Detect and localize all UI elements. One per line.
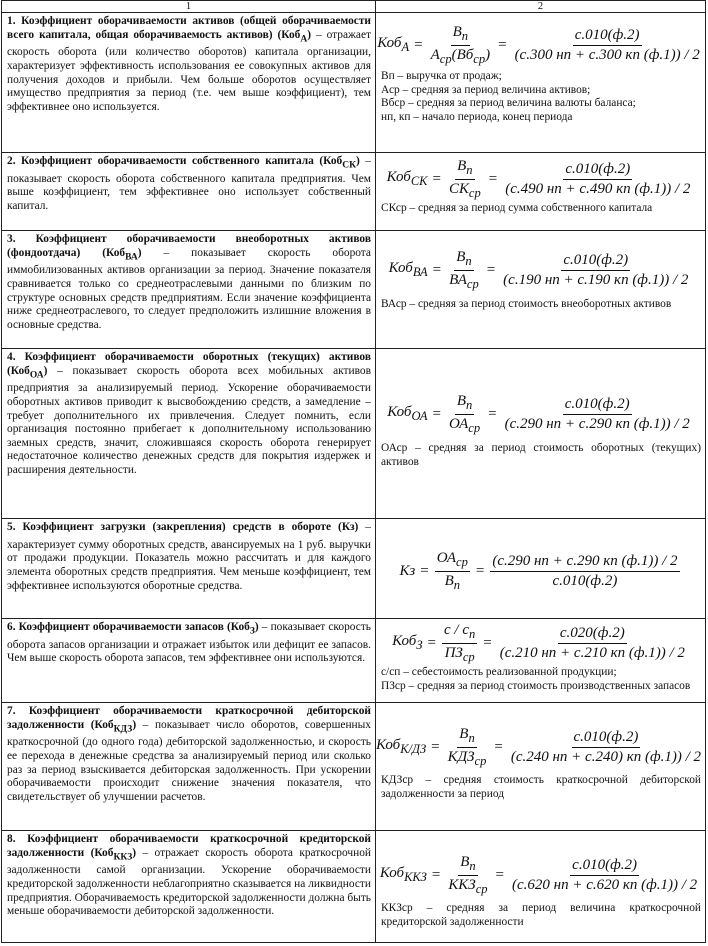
table-header-row xyxy=(2,1,706,13)
coef-title-end: ) xyxy=(132,718,137,731)
formula-n1: с / с xyxy=(444,621,469,638)
formula-d1: В xyxy=(444,572,454,589)
formula-n1: В xyxy=(460,853,470,870)
description-cell xyxy=(2,13,376,153)
formula-lhs-sub: К/ДЗ xyxy=(400,742,427,756)
notes xyxy=(381,666,701,693)
formula-num: с.010(ф.2) xyxy=(563,161,632,180)
formula-lhs-sub: СК xyxy=(410,174,428,188)
description-cell xyxy=(2,231,376,349)
formula-lhs-sub: ККЗ xyxy=(404,870,427,884)
notes xyxy=(381,70,701,124)
description-cell xyxy=(2,703,376,831)
notes xyxy=(381,298,701,312)
note-line: Вп – выручка от продаж; xyxy=(381,70,502,82)
coef-title-sub: ОА xyxy=(29,369,44,380)
formula-d1: ККЗ xyxy=(448,876,476,893)
formula-cell xyxy=(376,231,706,349)
coef-title: 6. Коэффициент оборачиваемости запасов (Коб xyxy=(7,621,250,633)
table-row xyxy=(2,13,706,153)
formula-num: с.010(ф.2) xyxy=(563,396,632,415)
formula-den: (с.210 нп + с.210 кп (ф.1)) / 2 xyxy=(499,644,685,661)
formula-d1: КДЗ xyxy=(447,748,475,765)
formula-d1-sub: ср xyxy=(462,649,475,664)
table-row xyxy=(2,831,706,943)
coef-body: – отражает скорость оборота (или количество оборотов) капитала организации, характеризует эффективность использования ее совокупных активов для получения доходов и прибыли. Чем больше оборотов осуществляет имущество предприятия за период (т.е. чем выше коэффициент), тем эффективнее оно используется. xyxy=(7,28,371,113)
formula-n1-sub: п xyxy=(469,858,476,873)
coef-title: 8. Коэффициент оборачиваемости краткосрочной кредиторской задолженности (Коб xyxy=(7,833,371,859)
formula-d1: СК xyxy=(448,180,469,197)
formula-cell xyxy=(376,619,706,703)
coef-title-end: ) xyxy=(43,364,48,377)
coef-title: 3. Коэффициент оборачиваемости внеоборотных активов (фондоотдача) (Коб xyxy=(7,233,371,259)
formula: Коб$_{ККЗ}$ = $\frac{В_п}{ККЗ_{ср}}$ = $\frac{с.010(ф.2)}{(с.620 нп + с.620 кп (ф.1)) / 2}$ xyxy=(379,853,698,896)
table-row xyxy=(2,349,706,519)
coef-title: 2. Коэффициент оборачиваемости собственного капитала (Коб xyxy=(7,155,343,167)
coef-title-sub: ККЗ xyxy=(113,851,133,862)
formula-lhs: Коб xyxy=(388,260,413,276)
formula-lhs: Коб xyxy=(379,865,405,881)
formula-d1: ОА xyxy=(449,415,469,432)
table-row xyxy=(2,153,706,231)
formula-d1-sub: ср xyxy=(439,51,452,66)
formula-lhs: Коб xyxy=(377,35,402,51)
formula-cell xyxy=(376,703,706,831)
formula: Коб$_З$ = $\frac{с / с_п}{ПЗ_{ср}}$ = $\frac{с.020(ф.2)}{(с.210 нп + с.210 кп (ф.1)) / 2}$ xyxy=(392,621,685,664)
formula-n1-sub: п xyxy=(468,730,475,745)
formula-den: с.010(ф.2) xyxy=(552,572,618,589)
description-cell xyxy=(2,619,376,703)
coef-title-sub: З xyxy=(249,626,255,637)
formula-lhs-sub: З xyxy=(416,638,423,652)
formula-n1-sub: п xyxy=(461,28,469,43)
formula: Коб$_{СК}$ = $\frac{В_п}{СК_{ср}}$ = $\frac{с.010(ф.2)}{(с.490 нп + с.490 кп (ф.1)) / 2}$ xyxy=(386,157,691,200)
formula-lhs-sub: А xyxy=(401,40,410,54)
formula-n1: ОА xyxy=(436,549,457,566)
notes xyxy=(381,774,701,801)
formula-d1-extra-sub: ср xyxy=(473,51,486,66)
formula: Коб$_{ОА}$ = $\frac{В_п}{ОА_{ср}}$ = $\frac{с.010(ф.2)}{(с.290 нп + с.290 кп (ф.1)) / 2}$ xyxy=(387,392,690,435)
coef-title-sub: КДЗ xyxy=(113,723,133,734)
coef-body: – показывает скорость оборота запасов организации и отражает избыток или дефицит ее запасов. Чем выше скорость оборота запасов, тем эффективнее они используются. xyxy=(7,621,371,665)
coef-title-end: ) xyxy=(137,246,142,259)
coef-title: 7. Коэффициент оборачиваемости краткосрочной дебиторской задолженности (Коб xyxy=(7,705,371,731)
formula-n1-sub: ср xyxy=(456,554,468,569)
table-row xyxy=(2,619,706,703)
notes xyxy=(381,442,701,469)
coef-title: 4. Коэффициент оборачиваемости оборотных (текущих) активов (Коб xyxy=(7,351,371,377)
note-line: Аср – средняя за период величина активов; xyxy=(381,83,591,96)
coef-body: – показывает число оборотов, совершенных краткосрочной (до одного года) дебиторской задолженностью, и скорость ее перехода в денежные средства за анализируемый период или сколько раз за период взыскивается дебиторская задолженность. При ускорении оборачиваемости происходит снижение значения показателя, что свидетельствует об улучшении расчетов. xyxy=(7,718,371,803)
formula-d1-close: ) xyxy=(485,46,491,63)
table-row xyxy=(2,231,706,349)
coef-body: – показывает скорость оборота иммобилизованных активов организации за период. Значение показателя сравнивается только со среднеотраслевыми данными по близким по структуре основных средств предприятиям. Если значение коэффициента ниже среднеотраслевого, то следует предположить излишние вложения в основные средства. xyxy=(7,246,371,331)
formula-num: с.020(ф.2) xyxy=(558,625,627,644)
table-row xyxy=(2,519,706,619)
formula: Коб$_{ВА}$ = $\frac{В_п}{ВА_{ср}}$ = $\frac{с.010(ф.2)}{(с.190 нп + с.190 кп (ф.1)) / 2}$ xyxy=(388,248,689,291)
formula-lhs: Коб xyxy=(386,169,411,185)
formula-lhs: Коб xyxy=(375,737,401,753)
coef-title-end: ) xyxy=(356,155,360,167)
coef-title-sub: ВА xyxy=(125,251,138,262)
formula-n1-sub: п xyxy=(466,162,473,177)
note-line: ВАср – средняя за период стоимость внеоборотных активов xyxy=(381,298,672,310)
formula-n1-sub: п xyxy=(466,397,473,412)
formula: Коб$_{К/ДЗ}$ = $\frac{В_п}{КДЗ_{ср}}$ = $\frac{с.010(ф.2)}{(с.240 нп + с.240) кп (ф.1)) / 2}$ xyxy=(375,725,702,768)
coef-title: 5. Коэффициент загрузки (закрепления) средств в обороте (Кз) xyxy=(7,521,359,533)
note-line: КДЗср – средняя стоимость краткосрочной дебиторской задолженности за период xyxy=(381,774,701,800)
formula-d1: ВА xyxy=(449,271,467,288)
formula-n1-sub: п xyxy=(468,626,476,641)
coef-body: – характеризует сумму оборотных средств, авансируемых на 1 руб. выручки от продажи продукции. Показатель можно рассчитать и для каждого элемента оборотных средств предприятия. Чем меньше коэффициент, тем эффективнее используются оборотные средства. xyxy=(7,521,371,592)
note-line: Вбср – средняя за период величина валюты баланса; xyxy=(381,97,636,110)
note-line: ПЗср – средняя за период стоимость производственных запасов xyxy=(381,679,691,692)
coefficients-table xyxy=(1,0,706,943)
formula-lhs-sub: ОА xyxy=(411,409,428,423)
note-line: ККЗср – средняя за период величина краткосрочной кредиторской задолженности xyxy=(381,902,701,928)
description-cell xyxy=(2,153,376,231)
formula-cell xyxy=(376,13,706,153)
description-cell xyxy=(2,831,376,943)
description-cell xyxy=(2,519,376,619)
formula-cell xyxy=(376,519,706,619)
formula-n1-sub: п xyxy=(465,253,472,268)
notes xyxy=(381,202,701,216)
formula-d1: ПЗ xyxy=(444,644,463,661)
formula-den: (с.240 нп + с.240) кп (ф.1)) / 2 xyxy=(510,748,702,765)
formula: Коб$_А$ = $\frac{В_п}{А_{ср}(Вб_{ср})}$ = $\frac{с.010(ф.2)}{(с.300 нп + с.300 кп (ф.1)) / 2}$ xyxy=(377,23,700,66)
notes xyxy=(381,902,701,929)
formula-n1: В xyxy=(452,23,462,40)
formula-num: (с.290 нп + с.290 кп (ф.1)) / 2 xyxy=(490,553,679,572)
note-line: нп, кп – начало периода, конец периода xyxy=(381,110,573,123)
formula-d1-sub: ср xyxy=(475,881,488,896)
coef-title-end: ) xyxy=(307,28,312,41)
formula-d1-sub: ср xyxy=(466,276,479,291)
formula-lhs: Коб xyxy=(392,633,417,649)
formula-den: (с.490 нп + с.490 кп (ф.1)) / 2 xyxy=(505,180,691,197)
coef-body: – показывает скорость оборота всех мобильных активов предприятия за анализируемый период. Ускорение оборачиваемости оборотных активов приводит к высвобождению средств, а замедление – требует дополнительного их привлечения. Следует помнить, если организация постоянно прибегает к дополнительному использованию заемных средств, значит, сложившаяся скорость оборота генерирует недостаточное количество денежных средств для покрытия издержек и расширения деятельности. xyxy=(7,364,371,477)
note-line: СКср – средняя за период сумма собственного капитала xyxy=(381,202,653,214)
formula-num: с.010(ф.2) xyxy=(561,252,630,271)
coef-title: 1. Коэффициент оборачиваемости активов (общей оборачиваемости всего капитала, общая оборачиваемость активов) (Коб xyxy=(7,15,371,41)
formula-n1: В xyxy=(457,157,467,174)
formula-num: с.010(ф.2) xyxy=(573,27,642,46)
formula-den: (с.620 нп + с.620 кп (ф.1)) / 2 xyxy=(511,876,698,893)
note-line: с/сп – себестоимость реализованной продукции; xyxy=(381,666,617,678)
formula-den: (с.300 нп + с.300 кп (ф.1)) / 2 xyxy=(514,46,700,63)
formula-num: с.010(ф.2) xyxy=(572,729,641,748)
formula-cell xyxy=(376,349,706,519)
formula: Кз = $\frac{ОА_{ср}}{В_п}$ = $\frac{(с.290 нп + с.290 кп (ф.1)) / 2}{с.010(ф.2)}$ xyxy=(399,549,678,592)
header-col-1: 1 xyxy=(2,1,376,13)
formula-cell xyxy=(376,153,706,231)
description-cell xyxy=(2,349,376,519)
formula-den: (с.290 нп + с.290 кп (ф.1)) / 2 xyxy=(504,415,690,432)
formula-num: с.010(ф.2) xyxy=(570,857,639,876)
formula-d1-sub: п xyxy=(453,577,461,592)
formula-d1: А xyxy=(430,46,440,63)
formula-lhs: Кз xyxy=(399,562,416,579)
formula-cell xyxy=(376,831,706,943)
coef-title-end: ) xyxy=(132,846,137,859)
formula-d1-extra: (Вб xyxy=(451,46,474,63)
coef-body: – показывает скорость оборота собственного капитала предприятия. Чем выше коэффициент, тем эффективнее оно использует собственный капитал. xyxy=(7,155,371,213)
coef-title-end: ) xyxy=(254,621,259,633)
formula-n1: В xyxy=(459,725,469,742)
note-line: ОАср – средняя за период стоимость оборотных (текущих) активов xyxy=(381,442,701,468)
table-row xyxy=(2,703,706,831)
formula-lhs-sub: ВА xyxy=(412,265,428,279)
formula-n1: В xyxy=(456,248,466,265)
formula-n1: В xyxy=(456,392,467,409)
formula-d1-sub: ср xyxy=(474,753,487,768)
coef-title-sub: А xyxy=(300,33,308,44)
formula-d1-sub: ср xyxy=(468,420,481,435)
coef-body: – отражает скорость оборота краткосрочной задолженности самой организации. Ускорение оборачиваемости кредиторской задолженности неблагоприятно сказывается на ликвидности предприятия. Оборачиваемость кредиторской задолженности должна быть меньше оборачиваемости дебиторской задолженности. xyxy=(7,846,371,918)
header-col-2: 2 xyxy=(376,1,706,13)
formula-den: (с.190 нп + с.190 кп (ф.1)) / 2 xyxy=(503,271,689,288)
coef-title-sub: СК xyxy=(342,160,356,171)
formula-lhs: Коб xyxy=(387,404,412,420)
formula-d1-sub: ср xyxy=(468,185,481,200)
